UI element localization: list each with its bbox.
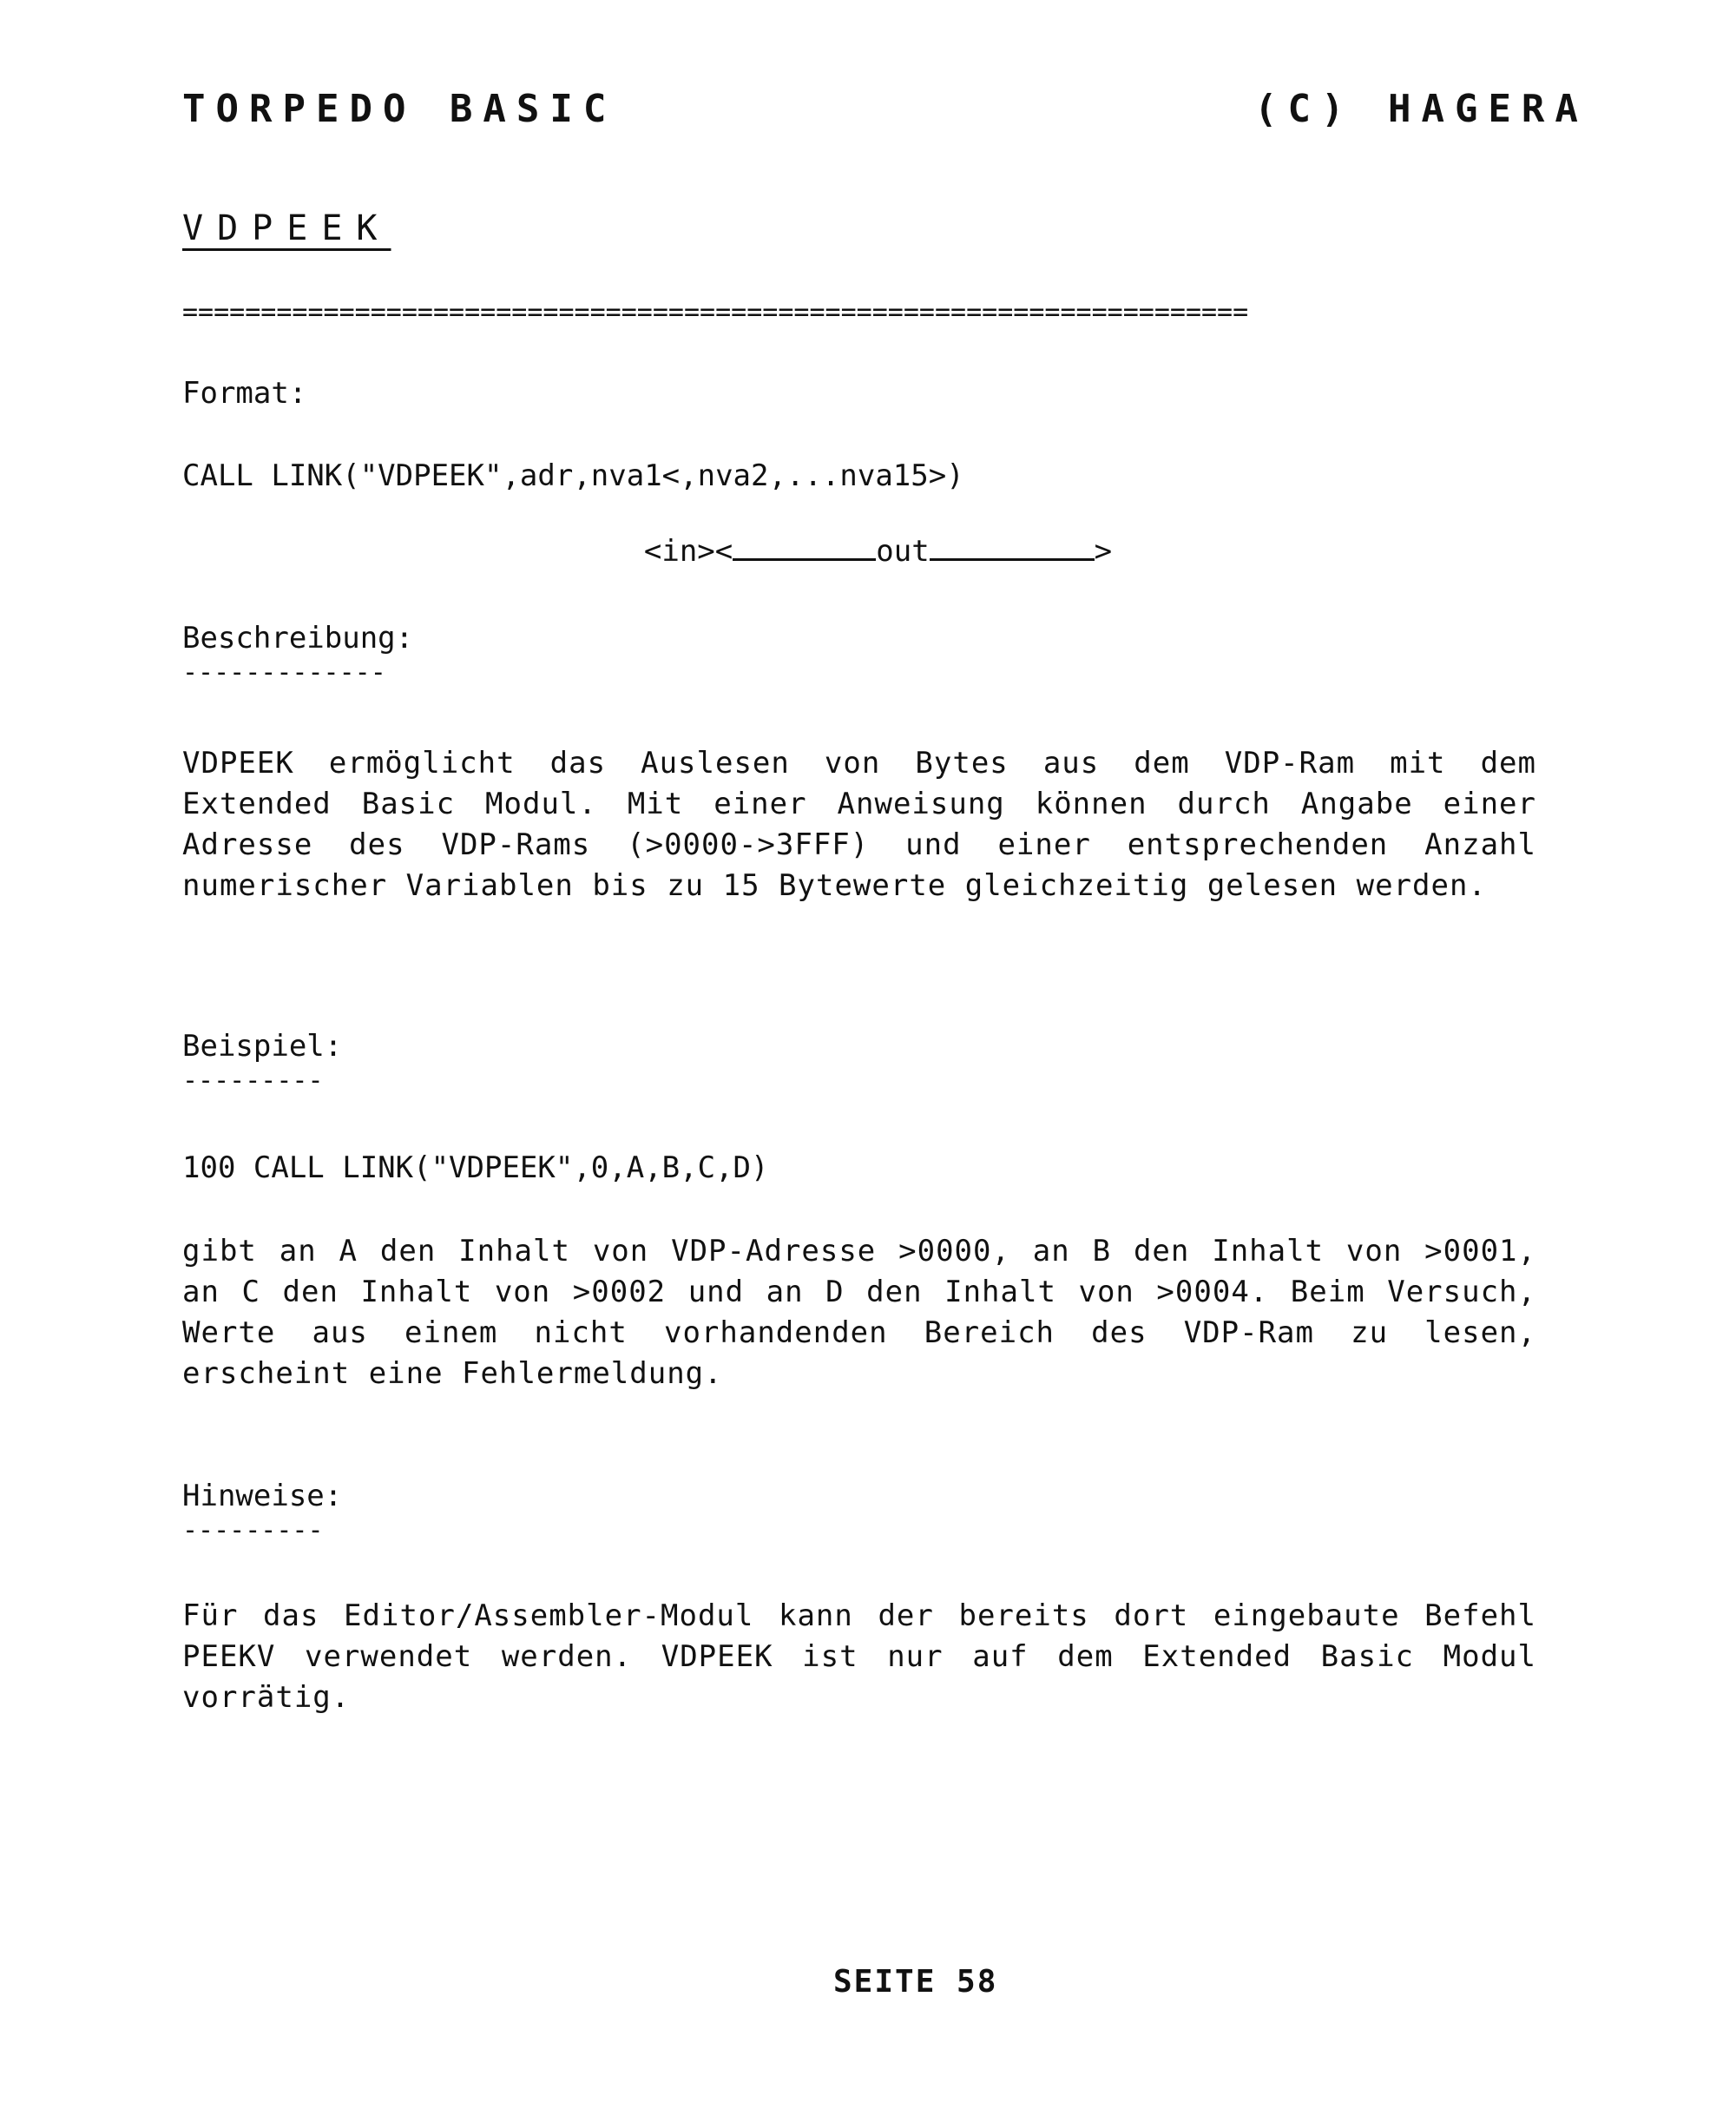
io-out-label: out (876, 534, 930, 569)
header-right: (C) HAGERA (1254, 87, 1588, 131)
beispiel-label: Beispiel: (182, 1029, 343, 1064)
hinweise-label: Hinweise: (182, 1479, 343, 1513)
format-syntax: CALL LINK("VDPEEK",adr,nva1<,nva2,...nva15>) (182, 458, 964, 493)
io-line-left (733, 534, 876, 561)
beschreibung-text: VDPEEK ermöglicht das Auslesen von Bytes aus dem VDP-Ram mit dem Extended Basic Modul. Mit einer Anweisung können durch Angabe einer Adresse des VDP-Rams (>0000->3FFF) und einer entsprechenden Anzahl numerischer Variablen bis zu 15 Bytewerte gleichzeitig gelesen werden. (182, 746, 1536, 903)
format-label: Format: (182, 376, 307, 411)
beispiel-underline: --------- (182, 1065, 324, 1096)
io-in-label: <in>< (643, 534, 733, 569)
hinweise-text: Für das Editor/Assembler-Modul kann der bereits dort eingebaute Befehl PEEKV verwendet werden. VDPEEK ist nur auf dem Extended Basic Modul vorrätig. (182, 1598, 1536, 1715)
format-io-annotation (573, 499, 1112, 603)
page-number: SEITE 58 (833, 1964, 998, 2000)
io-close-label: > (1094, 534, 1113, 569)
beispiel-text: gibt an A den Inhalt von VDP-Adresse >0000, an B den Inhalt von >0001, an C den Inhalt von >0002 und an D den Inhalt von >0004. Beim Versuch, Werte aus einem nicht vorhandenden Bereich des VDP-Ram zu lesen, erscheint eine Fehlermeldung. (182, 1234, 1536, 1391)
page-title: VDPEEK (182, 208, 391, 248)
beispiel-code: 100 CALL LINK("VDPEEK",0,A,B,C,D) (182, 1150, 769, 1185)
io-line-right (930, 534, 1095, 561)
header-left: TORPEDO BASIC (182, 87, 617, 131)
beschreibung-label: Beschreibung: (182, 621, 414, 656)
separator-rule: ==================================================================== (182, 297, 1249, 327)
hinweise-underline: --------- (182, 1515, 324, 1545)
beschreibung-underline: ------------- (182, 657, 386, 688)
